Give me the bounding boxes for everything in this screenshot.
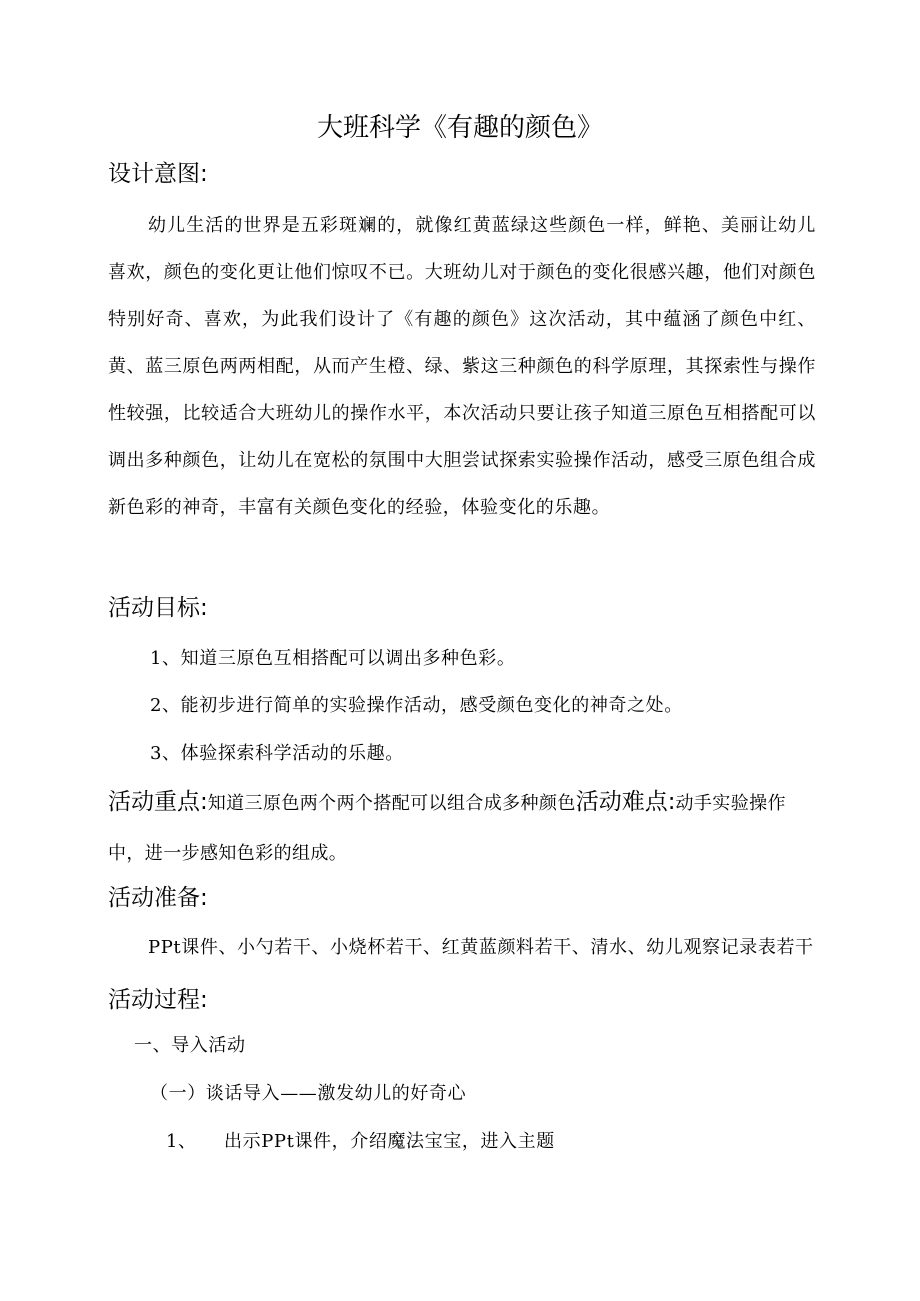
step-text: 出示PPt课件，介绍魔法宝宝，进入主题: [224, 1131, 555, 1152]
goals-heading: 活动目标:: [108, 595, 208, 621]
key-point-heading: 活动重点:: [108, 789, 208, 815]
goal-item-3: 3、体验探索科学活动的乐趣。: [150, 743, 404, 764]
process-heading: 活动过程:: [108, 987, 208, 1013]
preparation-heading: 活动准备:: [108, 885, 208, 911]
process-step-1: [166, 1127, 555, 1157]
difficulty-heading: 活动难点:: [575, 789, 676, 815]
step-number: 1、: [166, 1131, 197, 1152]
goal-item-1: 1、知道三原色互相搭配可以调出多种色彩。: [150, 648, 516, 669]
design-intent-paragraph: 幼儿生活的世界是五彩斑斓的，就像红黄蓝绿这些颜色一样，鲜艳、美丽让幼儿喜欢，颜色的变化更让他们惊叹不已。大班幼儿对于颜色的变化很感兴趣，他们对颜色特别好奇、喜欢，为此我们设计了《有趣的颜色》这次活动，其中蕴涵了颜色中红、黄、蓝三原色两两相配，从而产生橙、绿、紫这三种颜色的科学原理，其探索性与操作性较强，比较适合大班幼儿的操作水平，本次活动只要让孩子知道三原色互相搭配可以调出多种颜色，让幼儿在宽松的氛围中大胆尝试探索实验操作活动，感受三原色组合成新色彩的神奇，丰富有关颜色变化的经验，体验变化的乐趣。: [108, 215, 816, 518]
key-and-difficulty-block: [108, 777, 820, 879]
process-subsection-1: （一）谈话导入——激发幼儿的好奇心: [150, 1083, 467, 1104]
key-point-text: 知道三原色两个两个搭配可以组合成多种颜色: [207, 793, 576, 814]
process-section-1: 一、导入活动: [134, 1035, 246, 1056]
design-intent-heading: 设计意图:: [108, 161, 208, 187]
difficulty-text: 动手实验操作中，进一步感知色彩的组成。: [108, 793, 786, 864]
document-title: 大班科学《有趣的颜色》: [316, 113, 603, 143]
preparation-paragraph: [108, 922, 816, 1028]
preparation-text: PPt课件、小勺若干、小烧杯若干、红黄蓝颜料若干、清水、幼儿观察记录表若干: [148, 937, 814, 958]
goal-item-2: 2、能初步进行简单的实验操作活动，感受颜色变化的神奇之处。: [150, 695, 683, 716]
